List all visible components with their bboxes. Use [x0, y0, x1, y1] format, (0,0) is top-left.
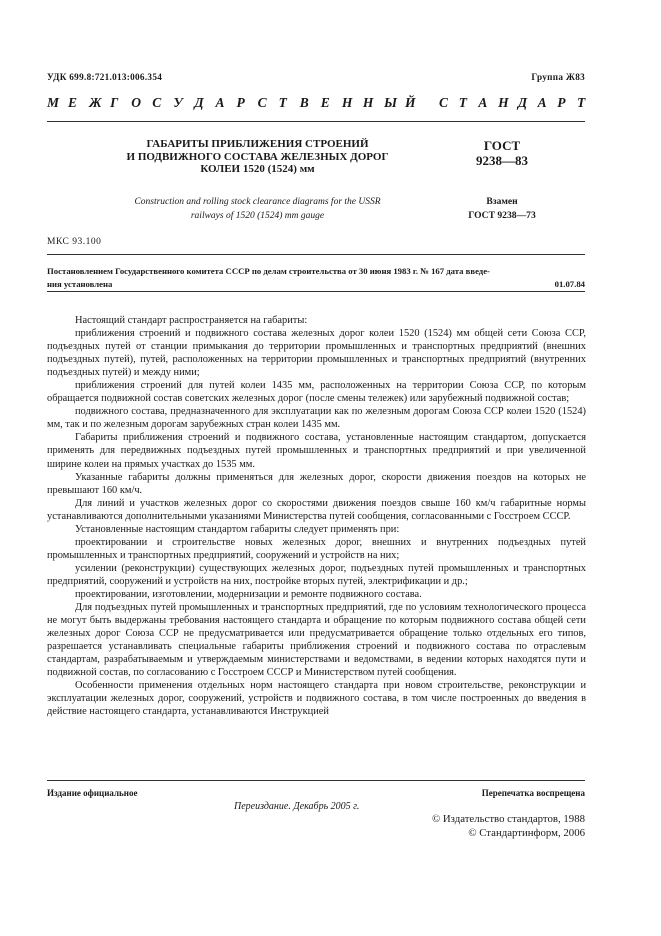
english-title-line-2: railways of 1520 (1524) mm gauge [190, 210, 325, 221]
reissue-note: Переиздание. Декабрь 2005 г. [234, 801, 360, 812]
body-paragraph: Установленные настоящим стандартом габариты следует применять при: [75, 523, 400, 535]
decree-text [47, 265, 585, 290]
udk-code: УДК 699.8:721.013:006.354 [47, 72, 163, 82]
banner-left-letter: С [257, 95, 267, 110]
body-paragraph: проектировании, изготовлении, модернизации и ремонте подвижного состава. [75, 588, 422, 600]
banner-left-letter: А [215, 95, 225, 110]
header-rule [47, 121, 585, 122]
decree-line-2 [47, 278, 585, 291]
body-paragraph: подвижного состава, предназначенного для эксплуатации как по железным дорогам Союза ССР колеи 1520 (1524) мм, так и по железным дорогам зарубежных стран колеи 1435 мм. [47, 406, 586, 431]
replaces-label: Взамен [486, 196, 518, 207]
body-paragraph: Для подъездных путей промышленных и транспортных предприятий, где по условиям технологического процесса не могут быть выдержаны требования настоящего стандарта и обращение по которым подвижного состава общей сети железных дорог Союза ССР не предусматривается или предусматривается обращение только отдельных его типов, разрешается устанавливать специальные габариты приближения строений и подвижного состава по отраслевым стандартам, разрабатываемым и утверждаемым министерствами и ведомствами, в ведении которых находятся пути и подвижной состав, по согласованию с Госстроем СССР и Министерством путей сообщения. [47, 602, 586, 679]
body-text [47, 314, 586, 718]
banner-left-letter: Д [194, 95, 204, 110]
title-line-2: И ПОДВИЖНОГО СОСТАВА ЖЕЛЕЗНЫХ ДОРОГ [126, 150, 389, 163]
banner-left-letter: Й [405, 95, 416, 110]
banner-right-letter: Т [577, 95, 586, 110]
body-paragraph: усилении (реконструкции) существующих железных дорог, подъездных путей промышленных и транспортных предприятий, сооружений и устройств на них, постройке вторых путей, электрификации и др.; [47, 562, 586, 587]
standard-number-block [442, 138, 562, 168]
banner-right-letter: Т [458, 95, 467, 110]
banner-left-letter: Г [110, 95, 119, 110]
body-paragraph: Настоящий стандарт распространяется на габариты: [75, 315, 308, 326]
banner-right-letter: А [537, 95, 547, 110]
banner-right-letter: Д [517, 95, 528, 110]
body-paragraph: приближения строений для путей колеи 1435 мм, расположенных на территории Союза ССР, по которым обращается подвижной состав советских железных дорог (после смены тележек) или зарубежный подвижной состав; [47, 380, 586, 405]
banner-left-letter: В [299, 95, 309, 110]
banner-left-letter: Е [68, 95, 78, 110]
copyright-line-1: © Издательство стандартов, 1988 [431, 813, 585, 825]
banner-left-letter: О [131, 95, 141, 110]
decree-date: 01.07.84 [554, 278, 585, 289]
body-paragraph: Указанные габариты должны применяться для железных дорог, скорости движения поездов на которых не превышают 160 км/ч. [47, 471, 586, 496]
banner-left-letter: М [47, 95, 60, 110]
banner-right-letter: Н [498, 95, 509, 110]
english-title [95, 196, 420, 223]
decree-line-1: Постановлением Государственного комитета СССР по делам строительства от 30 июня 1983 г. № 167 дата введе- [47, 266, 490, 276]
title-line-1: ГАБАРИТЫ ПРИБЛИЖЕНИЯ СТРОЕНИЙ [146, 138, 369, 150]
body-paragraph: приближения строений и подвижного состава железных дорог колеи 1520 (1524) мм общей сети Союза ССР, подъездных путей от станции примыкания до территории промышленных и транспортных предприятий (внешних подъездных путей), путей, расположенных на территории промышленных и транспортных предприятий (внутренних подъездных путей) и между ними; [47, 328, 586, 379]
document-title [95, 138, 420, 176]
title-line-3: КОЛЕИ 1520 (1524) мм [200, 163, 315, 175]
banner-right-letter: А [478, 95, 488, 110]
edition-label: Издание официальное [47, 788, 138, 798]
banner-left-letter: Р [236, 95, 245, 110]
body-paragraph: проектировании и строительстве новых железных дорог, внешних и внутренних подъездных путей промышленных и транспортных предприятий, сооружений и устройств на них; [47, 536, 586, 561]
decree-line-2-left: ния установлена [47, 278, 113, 289]
replaces-value: ГОСТ 9238—73 [468, 210, 536, 221]
banner-left-letter: Ы [383, 95, 398, 110]
banner-left-letter: С [152, 95, 162, 110]
standard-code: ГОСТ [483, 138, 521, 153]
mks-code: МКС 93.100 [47, 237, 102, 247]
banner-left-letter: Н [362, 95, 374, 110]
group-code: Группа Ж83 [531, 72, 585, 82]
footer-rule [47, 780, 585, 781]
banner-right-letter: Р [557, 95, 566, 110]
replaces-block [442, 195, 562, 223]
decree-rule [47, 291, 585, 292]
reprint-notice: Перепечатка воспрещена [481, 788, 585, 798]
mks-rule [47, 254, 585, 255]
english-title-line-1: Construction and rolling stock clearance diagrams for the USSR [134, 197, 381, 207]
standard-number: 9238—83 [476, 153, 528, 168]
copyright-block [400, 812, 585, 840]
body-paragraph: Габариты приближения строений и подвижного состава, установленные настоящим стандартом, допускается применять для передвижных подъездных путей промышленных и транспортных предприятий и при увеличенной ширине колеи на прямых участках до 1535 мм. [47, 432, 586, 470]
body-paragraph: Для линий и участков железных дорог со скоростями движения поездов свыше 160 км/ч габаритные нормы устанавливаются дополнительными указаниями Министерства путей сообщения, согласованными с Госстроем СССР. [47, 497, 586, 522]
body-paragraph: Особенности применения отдельных норм настоящего стандарта при новом строительстве, реконструкции и эксплуатации железных дорог, сооружений, устройств и подвижного состава, в том числе построенных до введения в действие настоящего стандарта, устанавливаются Инструкцией [47, 680, 586, 718]
banner-left-letter: Т [278, 95, 287, 110]
banner-left-letter: Н [341, 95, 353, 110]
banner-left-letter: Е [320, 95, 330, 110]
copyright-line-2: © Стандартинформ, 2006 [468, 827, 585, 839]
banner-right-letter: С [439, 95, 449, 110]
banner-left-letter: У [173, 95, 183, 110]
banner-left-letter: Ж [89, 95, 102, 110]
